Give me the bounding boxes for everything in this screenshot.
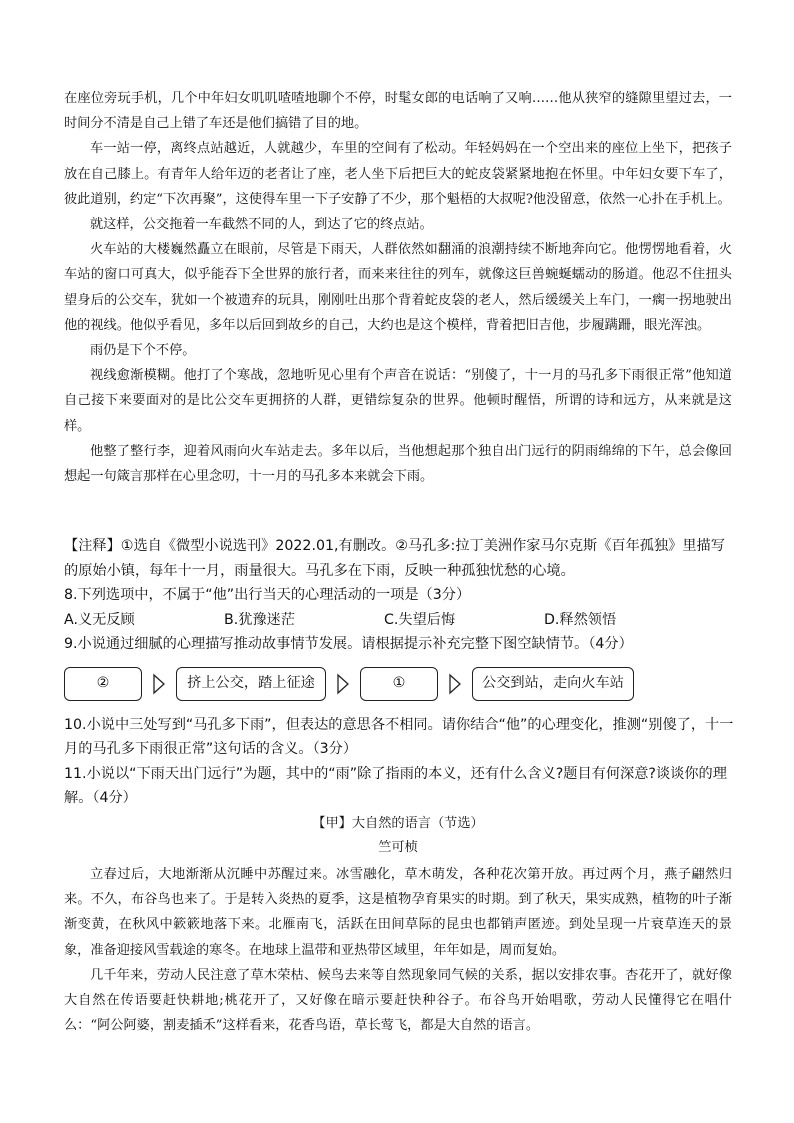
plot-flowchart — [64, 661, 734, 707]
questions-section — [64, 534, 734, 811]
option-c: C.失望后悔 — [384, 611, 456, 628]
annotation-note: 【注释】①选自《微型小说选刊》2022.01,有删改。②马孔多:拉丁美洲作家马尔克斯《百年孤独》里描写的原始小镇，每年十一月，雨量很大。马孔多在下雨，反映一种孤独忧愁的心境。 — [64, 538, 725, 579]
question-8: 8.下列选项中，不属于“他”出行当天的心理活动的一项是（3分） — [64, 587, 471, 603]
arrow-right-icon — [326, 673, 360, 695]
question-11: 11.小说以“下雨天出门远行”为题，其中的“雨”除了指雨的本义，还有什么含义?题目有何深意?谈谈你的理解。（4分） — [64, 765, 727, 806]
story-paragraph: 在座位旁玩手机，几个中年妇女叽叽喳喳地聊个不停，时髦女郎的电话响了又响……他从狭窄的缝隙里望过去，一时间分不清是自己上错了车还是他们搞错了目的地。 — [64, 91, 732, 132]
story-paragraph: 雨仍是下个不停。 — [90, 343, 196, 359]
flow-box-board-bus: 挤上公交，踏上征途 — [176, 667, 326, 701]
question-8-options — [64, 608, 734, 633]
passage2-title: 【甲】大自然的语言（节选） — [312, 816, 484, 831]
story-passage — [64, 86, 732, 489]
passage2-author: 竺可桢 — [378, 840, 418, 855]
passage2-paragraph: 立春过后，大地渐渐从沉睡中苏醒过来。冰雪融化，草木萌发，各种花次第开放。再过两个月，燕子翩然归来。不久，布谷鸟也来了。于是转入炎热的夏季，这是植物孕育果实的时期。到了秋天，果实成熟，植物的叶子渐渐变黄，在秋风中簌簌地落下来。北雁南飞，活跃在田间草际的昆虫也都销声匿迹。到处呈现一片衰草连天的景象，准备迎接风雪载途的寒冬。在地球上温带和亚热带区域里，年年如是，周而复始。 — [64, 867, 732, 958]
passage2-header — [64, 812, 732, 860]
story-paragraph: 车一站一停，离终点站越近，人就越少，车里的空间有了松动。年轻妈妈在一个空出来的座位上坐下，把孩子放在自己膝上。有青年人给年迈的老者让了座，老人坐下后把巨大的蛇皮袋紧紧地抱在怀里。中年妇女要下车了，彼此道别，约定“下次再聚”，这使得车里一下子安静了不少，那个魁梧的大叔呢?他没留意，依然一心扑在手机上。 — [64, 141, 732, 207]
passage2-body — [64, 862, 732, 1038]
option-a: A.义无反顾 — [64, 611, 135, 628]
arrow-right-icon — [438, 673, 472, 695]
question-10: 10.小说中三处写到“马孔多下雨”，但表达的意思各不相同。请你结合“他”的心理变化，推测“别傻了，十一月的马孔多下雨很正常”这句话的含义。（3分） — [64, 716, 734, 757]
story-paragraph: 视线愈渐模糊。他打了个寒战，忽地听见心里有个声音在说话：“别傻了，十一月的马孔多下雨很正常”他知道自己接下来要面对的是比公交车更拥挤的人群，更错综复杂的世界。他顿时醒悟，所谓的诗和远方，从来就是这样。 — [64, 368, 732, 434]
flow-box-blank-2: ② — [64, 667, 142, 701]
flow-box-blank-1: ① — [360, 667, 438, 701]
passage2-paragraph: 几千年来，劳动人民注意了草木荣枯、候鸟去来等自然现象同气候的关系，据以安排农事。杏花开了，就好像大自然在传语要赶快耕地;桃花开了，又好像在暗示要赶快种谷子。布谷鸟开始唱歌，劳动人民懂得它在唱什么：“阿公阿婆，割麦插禾”这样看来，花香鸟语，草长莺飞，都是大自然的语言。 — [64, 967, 732, 1034]
option-b: B.犹豫迷茫 — [224, 611, 295, 628]
story-paragraph: 火车站的大楼巍然矗立在眼前，尽管是下雨天，人群依然如翻涌的浪潮持续不断地奔向它。他愣愣地看着，火车站的窗口可真大，似乎能吞下全世界的旅行者，而来来往往的列车，就像这巨兽蜿蜒蠕动的肠道。他忍不住扭头望身后的公交车，犹如一个被遗弃的玩具，刚刚吐出那个背着蛇皮袋的老人，然后缓缓关上车门，一瘸一拐地驶出他的视线。他似乎看见，多年以后回到故乡的自己，大约也是这个模样，背着把旧吉他，步履蹒跚，眼光浑浊。 — [64, 242, 732, 333]
story-paragraph: 就这样，公交拖着一车截然不同的人，到达了它的终点站。 — [90, 217, 433, 233]
story-paragraph: 他整了整行李，迎着风雨向火车站走去。多年以后，当他想起那个独自出门远行的阴雨绵绵的下午，总会像回想起一句箴言那样在心里念叨，十一月的马孔多本来就会下雨。 — [64, 443, 732, 485]
arrow-right-icon — [142, 673, 176, 695]
question-9: 9.小说通过细腻的心理描写推动故事情节发展。请根据提示补充完整下图空缺情节。（4分） — [64, 636, 633, 652]
flow-box-arrive-station: 公交到站，走向火车站 — [472, 667, 634, 701]
option-d: D.释然领悟 — [544, 611, 617, 628]
